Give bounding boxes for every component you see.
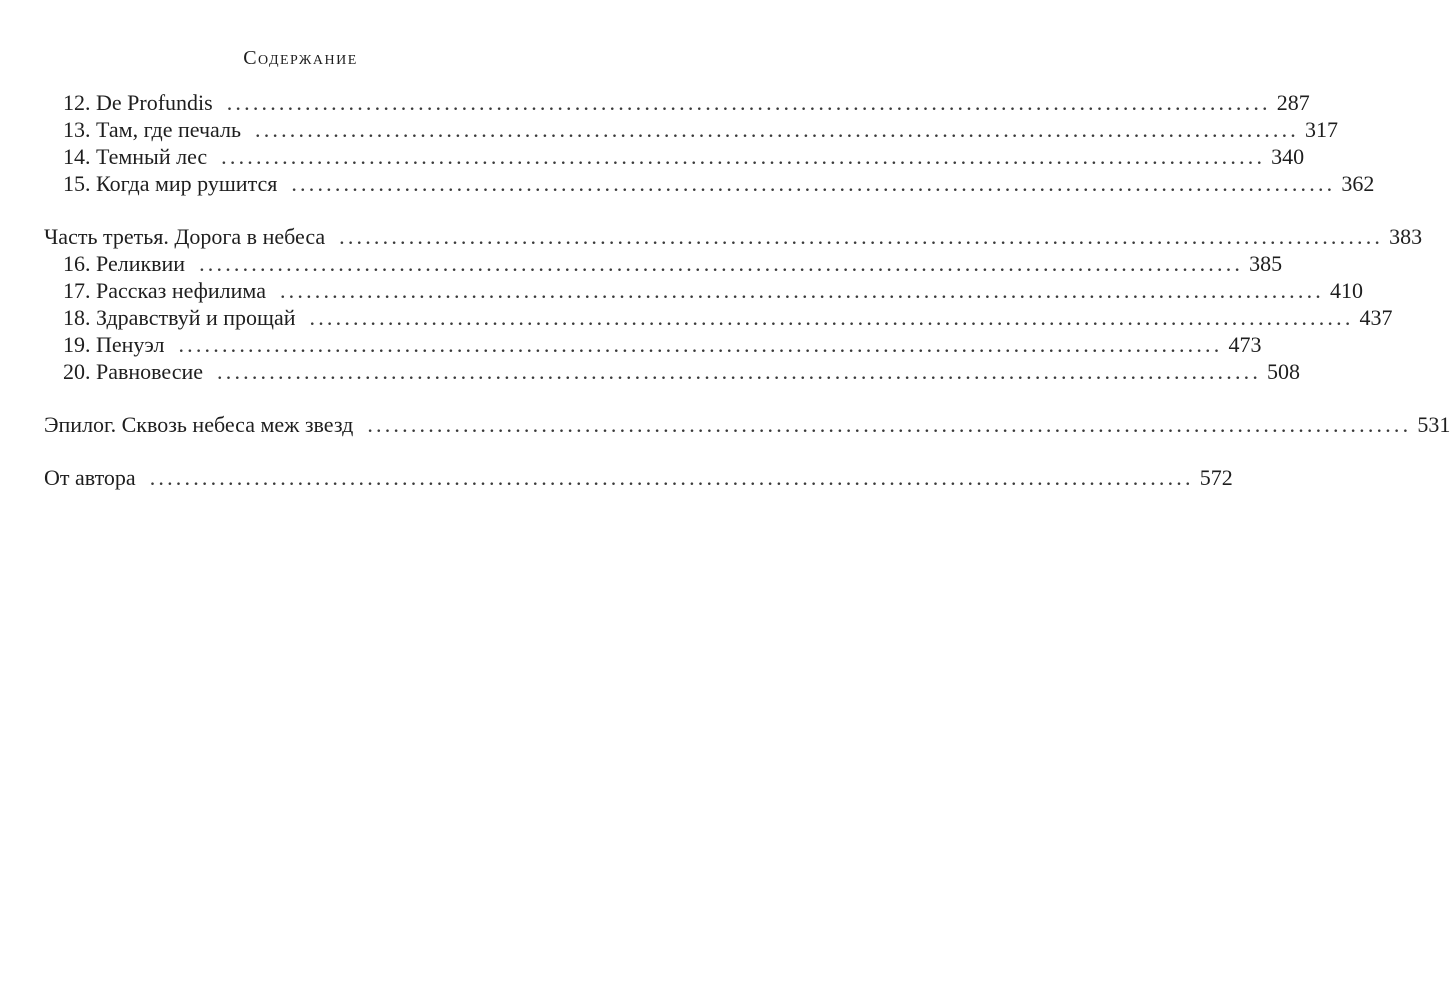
toc-entry-title: 17. Рассказ нефилима [63,278,266,303]
toc-entry-page: 385 [1249,251,1283,276]
toc-entry-page: 317 [1305,117,1338,142]
toc-entry [44,90,1310,116]
toc-entry-title: 18. Здравствуй и прощай [63,305,296,330]
dot-leader: ........................................................................................................................ [217,359,1262,384]
dot-leader: ........................................................................................................................ [291,171,1336,196]
toc-entry-page: 410 [1329,278,1363,303]
toc-entry-title: 16. Реликвии [63,251,186,276]
toc-entry-title: 13. Там, где печаль [63,117,241,142]
toc-entry-title: 20. Равновесие [63,359,204,384]
dot-leader: ........................................................................................................................ [309,305,1354,330]
toc-entry [44,171,1375,197]
toc-entry-title: Часть третья. Дорога в небеса [44,224,326,249]
toc-entry-page: 473 [1228,332,1262,357]
toc-entry [44,359,1301,385]
dot-leader: ........................................................................................................................ [226,90,1271,115]
toc-entry-title: 15. Когда мир рушится [63,171,278,196]
toc-entry [44,144,1305,170]
toc-entry-page: 383 [1389,224,1423,249]
toc-entry-page: 531 [1417,412,1450,437]
toc-entry [44,278,1363,304]
dot-leader: ........................................................................................................................ [221,144,1266,169]
toc-entry-page: 340 [1271,144,1305,169]
dot-leader: ........................................................................................................................ [178,332,1223,357]
dot-leader: ........................................................................................................................ [255,117,1299,142]
toc-entry-title: От автора [44,465,136,490]
dot-leader: ........................................................................................................................ [199,251,1244,276]
dot-leader: ........................................................................................................................ [339,224,1384,249]
page-title: Содержание [243,47,358,69]
toc-entry [44,117,1338,143]
toc-entry-page: 287 [1276,90,1310,115]
toc-part-entry [44,412,1450,438]
toc-entry-title: 19. Пенуэл [63,332,165,357]
toc-entry-title: Эпилог. Сквозь небеса меж звезд [44,412,354,437]
toc-entry-title: 14. Темный лес [63,144,208,169]
dot-leader: ........................................................................................................................ [149,465,1194,490]
toc-entry [44,332,1262,358]
toc-entry-page: 572 [1199,465,1233,490]
toc-entry-page: 362 [1341,171,1375,196]
toc-entry-title: 12. De Profundis [63,90,213,115]
dot-leader: ........................................................................................................................ [279,278,1324,303]
toc-entry-page: 437 [1359,305,1393,330]
toc-entry-page: 508 [1267,359,1301,384]
toc-part-entry [44,465,1233,491]
toc-entry [44,251,1283,277]
dot-leader: ........................................................................................................................ [367,412,1412,437]
toc-entry [44,305,1393,331]
toc-part-entry [44,224,1423,250]
